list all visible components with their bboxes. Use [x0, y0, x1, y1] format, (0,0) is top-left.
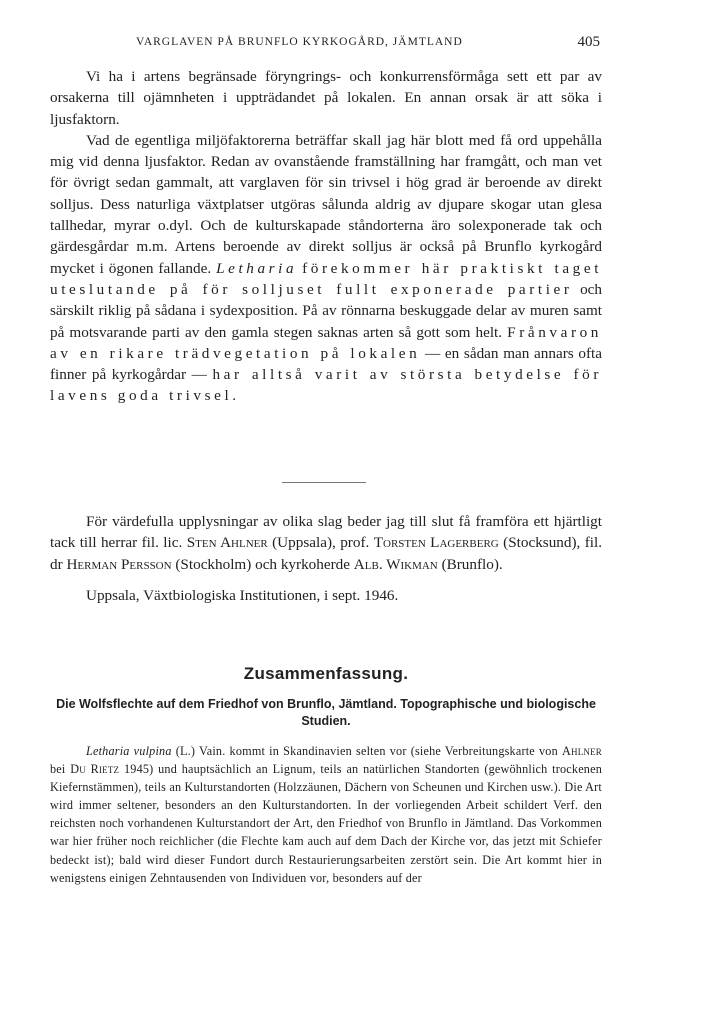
- summary-subtitle: Die Wolfsflechte auf dem Friedhof von Brunflo, Jämtland. Topographische und biologische Studien.: [56, 697, 596, 728]
- summary-body: [50, 742, 602, 887]
- emphasis-conclusion: har alltså varit av största betydelse för lavens goda trivsel.: [50, 366, 602, 405]
- paragraph-2-part-1: Vad de egentliga miljöfaktorerna beträffar skall jag här blott med få ord uppehålla mig vid denna ljusfaktor. Redan av ovanstående framställning har framgått, och man vet för övrigt sedan gammalt, att varglaven för sin trivsel i hög grad är beroende av direkt solljus. Dess naturliga växtplatser utgöras sålunda aldrig av djupare skogar utan glesa tallhedar, myrar o.dyl. Och de kulturskapade ståndorterna äro solexponerade tak och gärdesgårdar m.m. Artens beroende av direkt solljus är också på Brunflo kyrkogård mycket i ögonen fallande.: [50, 131, 602, 277]
- ack-text-4: (Stockholm) och kyrkoherde: [175, 555, 350, 573]
- person-name-lagerberg: Torsten Lagerberg: [373, 534, 499, 552]
- ack-text-2: (Uppsala), prof.: [272, 534, 370, 552]
- running-header: [50, 34, 602, 54]
- author-du-rietz: Du Rietz: [70, 762, 120, 777]
- person-name-ahlner: Sten Ahlner: [186, 534, 268, 552]
- acknowledgement-paragraph: [50, 511, 602, 575]
- species-name: Letharia vulpina: [86, 744, 172, 758]
- acknowledgement-section: [50, 511, 602, 606]
- main-body-text: [50, 66, 602, 407]
- place-and-date: Uppsala, Växtbiologiska Institutionen, i sept. 1946.: [86, 586, 399, 604]
- summary-text-1: (L.) Vain. kommt in Skandinavien selten vor (siehe Verbreitungskarte von: [175, 744, 558, 758]
- ack-text-3: (Stocksund), fil. dr: [50, 534, 603, 573]
- person-name-persson: Herman Persson: [66, 555, 172, 573]
- emphasis-absence-trees: Frånvaron av en rikare trädvegetation på lokalen: [50, 323, 602, 362]
- paragraph-2-part-3: — en sådan man annars ofta finner på kyrkogårdar —: [50, 344, 603, 384]
- genus-letharia: Letharia: [216, 259, 298, 277]
- summary-text-2: bei: [50, 762, 66, 777]
- summary-text-3: 1945) und hauptsächlich an Lignum, teils an natürlichen Standorten (gewöhnlich trockenen Kiefernstämmen), teils an Kulturstandorten (Holzzäunen, Dächern von Scheunen und Kirchen usw.). Die Art wird immer seltener, besonders an den Kulturstandorten. In der vorliegenden Arbeit schildert Verf. den reichsten noch vorhandenen Kulturstandort der Art, den Friedhof von Brunflo in Jämtland. Das Vorkommen war hier früher noch reichlicher (die Flechte kam auch auf dem Dach der Kirche vor, das jetzt mit Schiefer bedeckt ist); bald wird dieser Fundort durch Restaurierungsarbeiten zerstört sein. Die Art kommt hier in wenigstens einigen Zehntausenden von Individuen vor, besonders auf der: [50, 762, 602, 885]
- paragraph-2-part-2: och särskilt riklig på sådana i sydexposition. På av rönnarna beskuggade delar av muren samt på motsvarande parti av den gamla stegen saknas arten så gott som helt.: [50, 280, 602, 341]
- ack-text-1: För värdefulla upplysningar av olika slag beder jag till slut få framföra ett hjärtligt tack till herrar fil. lic.: [50, 513, 602, 552]
- person-name-wikman: Alb. Wikman: [353, 555, 438, 573]
- paragraph-1: Vi ha i artens begränsade föryngrings- och konkurrensförmåga sett ett par av orsakerna till ojämnheten i uppträdandet på lokalen. En annan orsak är att söka i ljusfaktorn.: [50, 68, 602, 128]
- section-divider: [282, 482, 366, 483]
- page-number: 405: [577, 34, 600, 50]
- summary-title: Zusammenfassung.: [243, 664, 409, 683]
- running-title: VARGLAVEN PÅ BRUNFLO KYRKOGÅRD, JÄMTLAND: [136, 36, 463, 48]
- ack-text-5: (Brunflo).: [441, 555, 503, 573]
- emphasis-exposed-parts: förekommer här praktiskt taget uteslutande på för solljuset fullt exponerade partier: [50, 259, 603, 298]
- paragraph-2: [50, 130, 602, 407]
- author-ahlner: Ahlner: [562, 744, 603, 758]
- summary-paragraph: [50, 742, 602, 887]
